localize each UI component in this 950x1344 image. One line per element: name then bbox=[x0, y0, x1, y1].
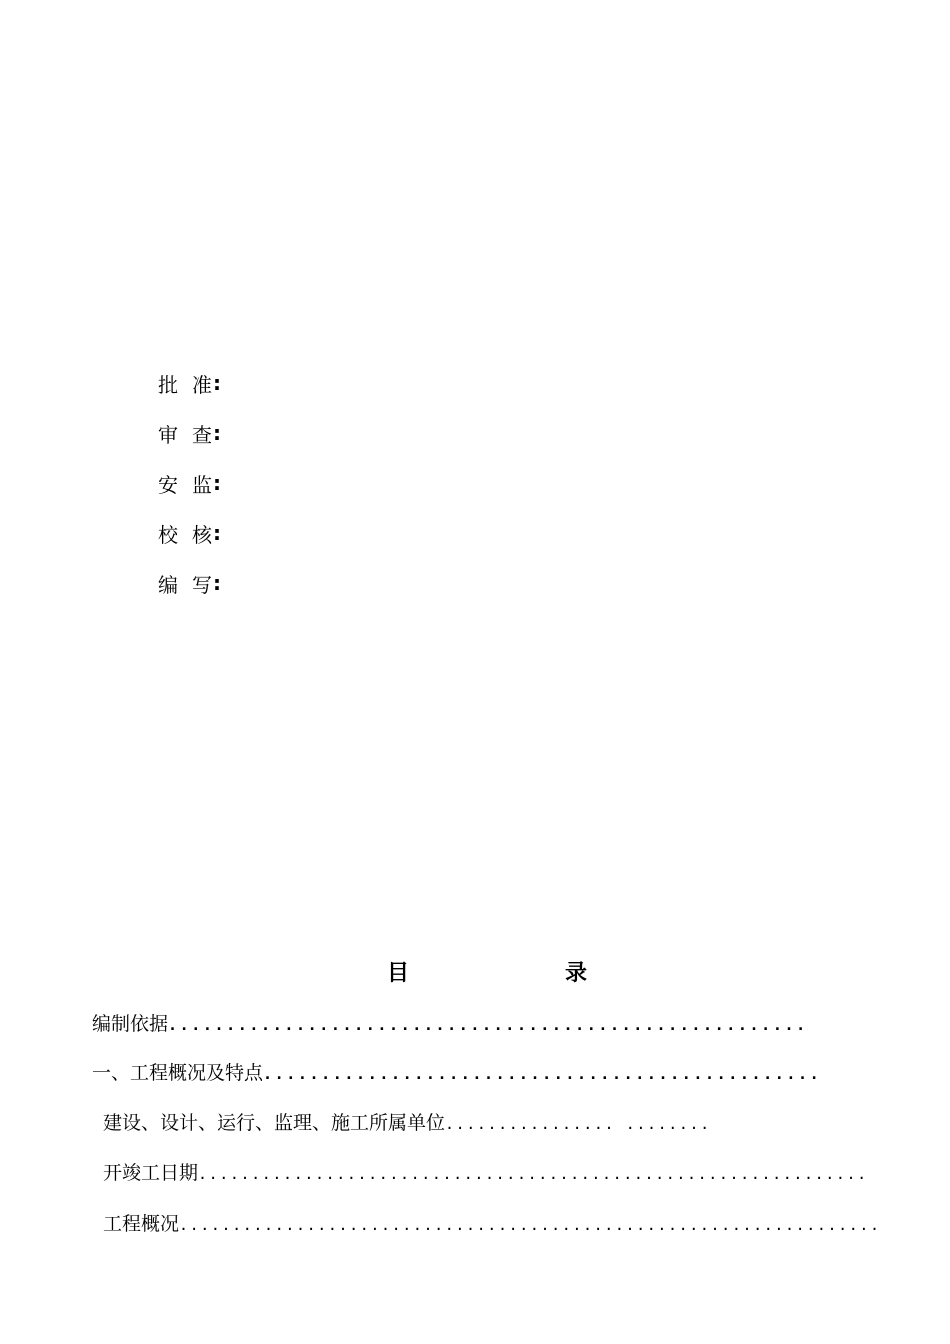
signature-label bbox=[158, 369, 212, 398]
toc-entry[interactable] bbox=[103, 1209, 881, 1236]
signature-row-approve bbox=[158, 358, 221, 408]
toc-entry[interactable] bbox=[92, 1009, 814, 1036]
label-char: 审 bbox=[158, 422, 178, 447]
toc-title bbox=[0, 954, 950, 988]
toc-leader-dots: ................ ........ bbox=[445, 1115, 711, 1133]
toc-entry-text: 工程概况 bbox=[103, 1213, 180, 1235]
signature-label bbox=[158, 569, 212, 598]
label-char: 批 bbox=[158, 372, 178, 397]
toc-entry-text: 一、工程概况及特点 bbox=[92, 1062, 264, 1084]
toc-leader-dots: ............................................................... bbox=[198, 1165, 868, 1183]
label-char: 安 bbox=[158, 472, 178, 497]
colon: : bbox=[213, 521, 221, 545]
signature-label bbox=[158, 419, 212, 448]
label-char: 写 bbox=[192, 572, 212, 597]
toc-entry[interactable] bbox=[103, 1108, 793, 1135]
toc-entry-text: 编制依据 bbox=[92, 1013, 169, 1035]
colon: : bbox=[213, 421, 221, 445]
colon: : bbox=[213, 571, 221, 595]
toc-entry[interactable] bbox=[92, 1058, 822, 1085]
signature-label bbox=[158, 519, 212, 548]
label-char: 编 bbox=[158, 572, 178, 597]
toc-leader-dots: .................................................................. bbox=[179, 1216, 881, 1234]
signature-row-author bbox=[158, 558, 221, 608]
label-char: 准 bbox=[192, 372, 212, 397]
signature-row-safety bbox=[158, 458, 221, 508]
signature-block bbox=[158, 358, 221, 608]
toc-entry[interactable] bbox=[103, 1158, 868, 1185]
toc-title-char: 录 bbox=[565, 961, 588, 986]
label-char: 核 bbox=[192, 522, 212, 547]
signature-label bbox=[158, 469, 212, 498]
colon: : bbox=[213, 371, 221, 395]
toc-entry-text: 开竣工日期 bbox=[103, 1162, 199, 1184]
label-char: 监 bbox=[192, 472, 212, 497]
toc-entry-text: 建设、设计、运行、监理、施工所属单位 bbox=[103, 1112, 446, 1134]
toc-title-char: 目 bbox=[387, 961, 410, 986]
toc-leader-dots: ....................................................... bbox=[168, 1016, 808, 1034]
signature-row-proofread bbox=[158, 508, 221, 558]
toc-leader-dots: ................................................ bbox=[263, 1065, 822, 1083]
label-char: 校 bbox=[158, 522, 178, 547]
colon: : bbox=[213, 471, 221, 495]
label-char: 查 bbox=[192, 422, 212, 447]
signature-row-review bbox=[158, 408, 221, 458]
